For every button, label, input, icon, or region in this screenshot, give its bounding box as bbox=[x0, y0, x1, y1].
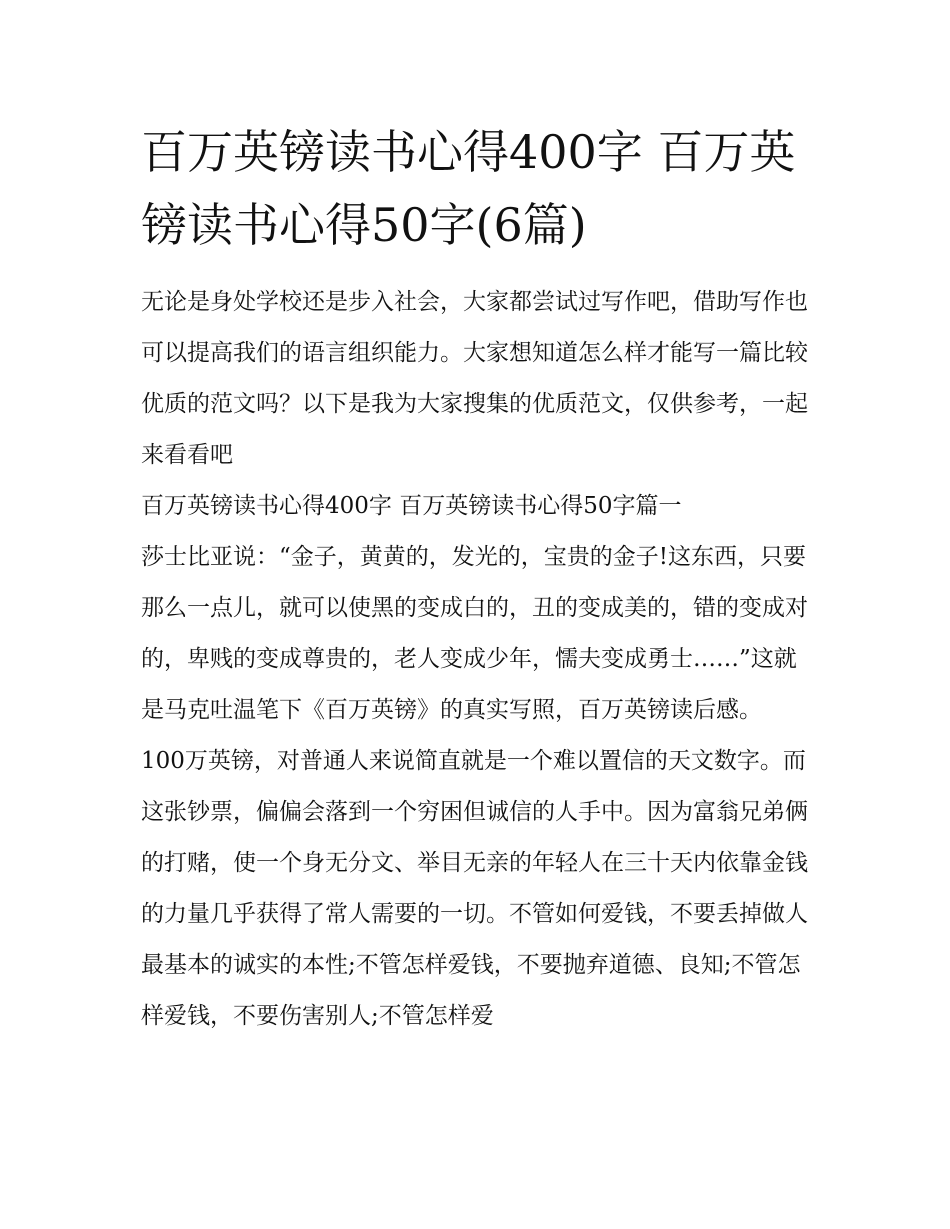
body-paragraph-1: 莎士比亚说：“金子，黄黄的，发光的，宝贵的金子!这东西，只要那么一点儿，就可以使黑的变成白的，丑的变成美的，错的变成对的，卑贱的变成尊贵的，老人变成少年，懦夫变成勇士……”这就是马克吐温笔下《百万英镑》的真实写照，百万英镑读后感。 bbox=[141, 544, 808, 723]
body-paragraph-2: 100万英镑，对普通人来说简直就是一个难以置信的天文数字。而这张钞票，偏偏会落到一个穷困但诚信的人手中。因为富翁兄弟俩的打赌，使一个身无分文、举目无亲的年轻人在三十天内依靠金钱的力量几乎获得了常人需要的一切。不管如何爱钱，不要丢掉做人最基本的诚实的本性;不管怎样爱钱，不要抛弃道德、良知;不管怎样爱钱，不要伤害别人;不管怎样爱 bbox=[141, 748, 808, 1029]
document-body bbox=[141, 116, 813, 1042]
section-heading: 百万英镑读书心得400字 百万英镑读书心得50字篇一 bbox=[141, 493, 682, 519]
intro-paragraph: 无论是身处学校还是步入社会，大家都尝试过写作吧，借助写作也可以提高我们的语言组织能力。大家想知道怎么样才能写一篇比较优质的范文吗？以下是我为大家搜集的优质范文，仅供参考，一起来看看吧 bbox=[141, 289, 808, 468]
document-title: 百万英镑读书心得400字 百万英镑读书心得50字(6篇) bbox=[141, 125, 796, 252]
